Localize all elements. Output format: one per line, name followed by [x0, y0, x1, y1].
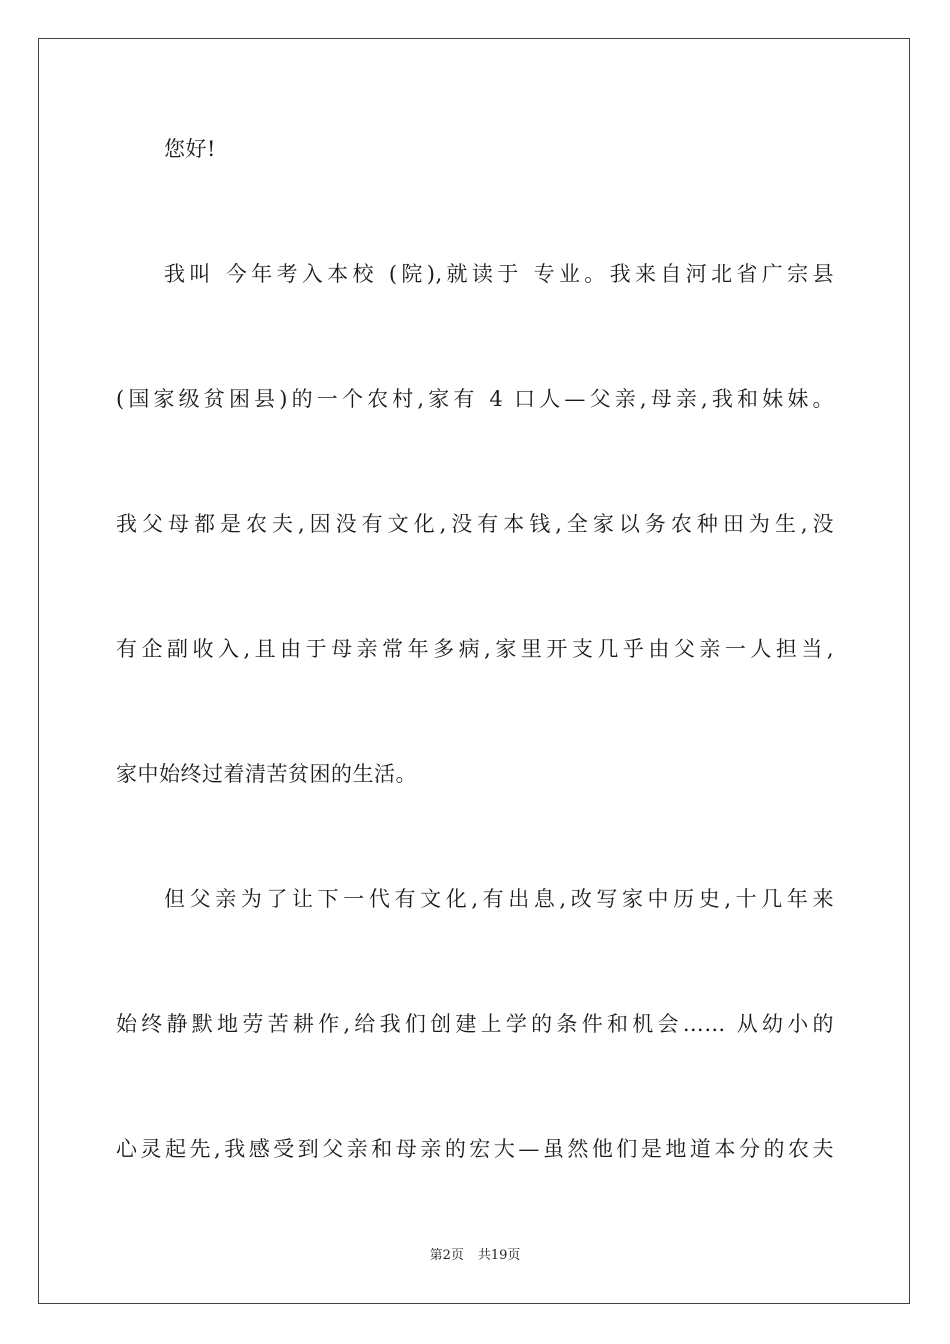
- greeting-line: 您好!: [164, 137, 216, 161]
- page-border: [38, 38, 910, 1304]
- paragraph-line: 家中始终过着清苦贫困的生活。: [116, 762, 417, 786]
- paragraph-line: 始终静默地劳苦耕作,给我们创建上学的条件和机会…… 从幼小的: [116, 1012, 834, 1036]
- paragraph-line: 有企副收入,且由于母亲常年多病,家里开支几乎由父亲一人担当,: [116, 637, 834, 661]
- page-total: 共19页: [477, 1248, 521, 1263]
- page-number: 第2页: [429, 1248, 464, 1263]
- page-footer: [0, 1247, 950, 1265]
- paragraph-line: 心灵起先,我感受到父亲和母亲的宏大—虽然他们是地道本分的农夫: [116, 1137, 834, 1161]
- paragraph-line: 我叫 今年考入本校 (院),就读于 专业。我来自河北省广宗县: [164, 262, 834, 286]
- paragraph-line: 我父母都是农夫,因没有文化,没有本钱,全家以务农种田为生,没: [116, 512, 834, 536]
- paragraph-line: (国家级贫困县)的一个农村,家有 4 口人—父亲,母亲,我和妹妹。: [116, 387, 834, 411]
- paragraph-line: 但父亲为了让下一代有文化,有出息,改写家中历史,十几年来: [164, 887, 834, 911]
